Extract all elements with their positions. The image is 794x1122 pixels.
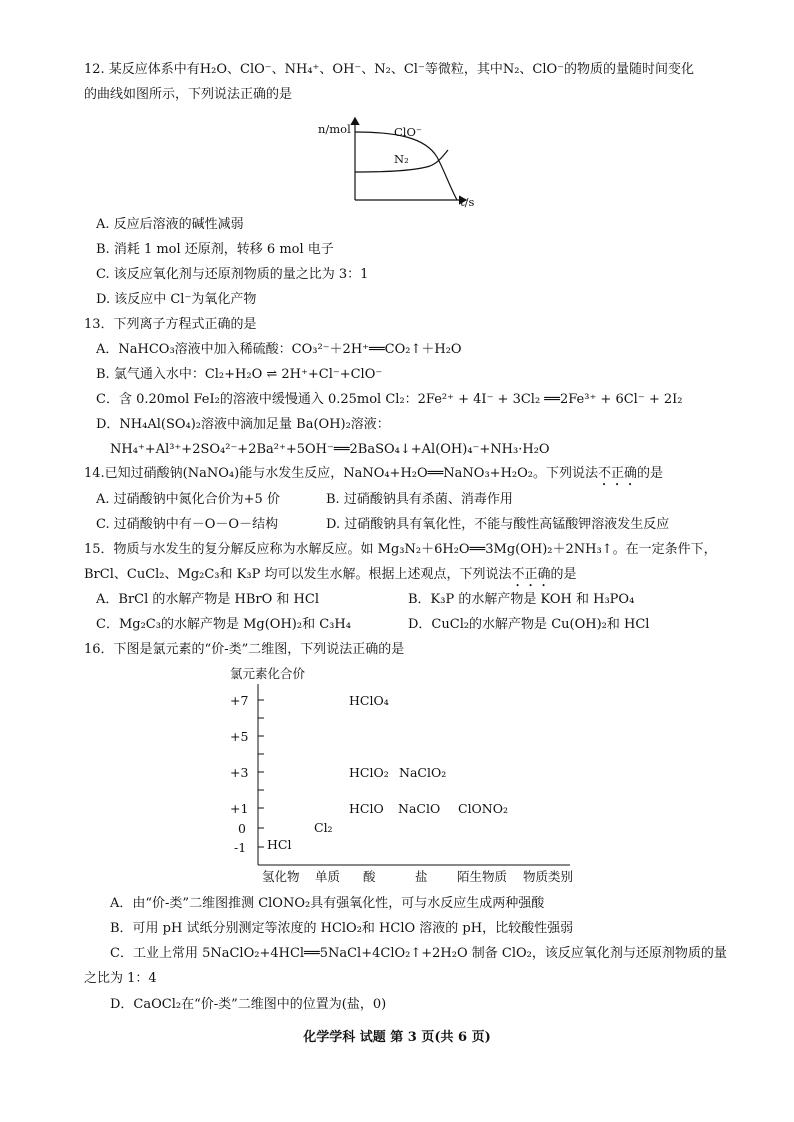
vc-x-axis-title: 物质类别	[523, 869, 574, 884]
vc-x-cat-unfamiliar: 陌生物质	[457, 869, 508, 884]
vc-point-naclo: NaClO	[398, 801, 441, 816]
q12-y-label: n/mol	[318, 122, 351, 136]
q16-stem: 16．下图是氯元素的“价-类”二维图，下列说法正确的是	[84, 642, 405, 657]
q14-option-c: C. 过硝酸钠中有－O－O－结构	[96, 517, 279, 532]
q15-stem-post: 的是	[550, 567, 577, 582]
vc-y-tick-minus1: -1	[234, 840, 247, 855]
q15-stem-line2	[84, 566, 576, 590]
q15-stem-line1: 15．物质与水发生的复分解反应称为水解反应。如 Mg₃N₂＋6H₂O══3Mg(OH)₂＋2NH₃↑。在一定条件下，	[84, 542, 717, 557]
q15-option-b: B．K₃P 的水解产物是 KOH 和 H₃PO₄	[408, 592, 635, 607]
vc-tick-marks	[258, 700, 264, 847]
q14-stem-emphasis: 不正确	[598, 466, 638, 481]
q12-stem-line1: 12. 某反应体系中有H₂O、ClO⁻、NH₄⁺、OH⁻、N₂、Cl⁻等微粒，其中N₂、ClO⁻的物质的量随时间变化	[84, 62, 695, 77]
vc-x-cat-element: 单质	[315, 869, 341, 884]
q15-option-d: D．CuCl₂的水解产物是 Cu(OH)₂和 HCl	[408, 617, 650, 632]
q14-stem	[84, 465, 663, 489]
q16-option-c-continued: 之比为 1：4	[84, 971, 157, 986]
q16-option-d: D．CaOCl₂在“价-类”二维图中的位置为(盐，0)	[110, 997, 387, 1012]
vc-x-cat-acid: 酸	[363, 869, 376, 884]
q13-option-b: B. 氯气通入水中：Cl₂+H₂O ⇌ 2H⁺+Cl⁻+ClO⁻	[96, 367, 383, 382]
q13-option-c: C．含 0.20mol FeI₂的溶液中缓慢通入 0.25mol Cl₂：2Fe²⁺ + 4I⁻ + 3Cl₂ ══2Fe³⁺ + 6Cl⁻ + 2I₂	[96, 392, 683, 407]
q13-option-d-equation: NH₄⁺+Al³⁺+2SO₄²⁻+2Ba²⁺+5OH⁻══2BaSO₄↓+Al(OH)₄⁻+NH₃·H₂O	[110, 442, 550, 457]
q12-x-label: t/s	[460, 195, 475, 209]
q13-stem: 13．下列离子方程式正确的是	[84, 317, 257, 332]
vc-y-title: 氯元素化合价	[230, 666, 306, 681]
q16-option-a: A．由“价-类”二维图推测 ClONO₂具有强氧化性，可与水反应生成两种强酸	[110, 896, 545, 911]
q14-option-d: D. 过硝酸钠具有氧化性，不能与酸性高锰酸钾溶液发生反应	[326, 517, 670, 532]
vc-point-naclo2: NaClO₂	[399, 765, 447, 780]
q15-stem-emphasis: 不正确	[511, 567, 551, 582]
vc-point-hclo: HClO	[349, 801, 384, 816]
q13-option-d: D．NH₄Al(SO₄)₂溶液中滴加足量 Ba(OH)₂溶液：	[96, 417, 390, 432]
q12-option-c: C. 该反应氧化剂与还原剂物质的量之比为 3：1	[96, 267, 369, 282]
q12-option-a: A. 反应后溶液的碱性减弱	[96, 217, 244, 232]
vc-point-clono2: ClONO₂	[458, 801, 509, 816]
vc-point-cl2: Cl₂	[314, 820, 333, 835]
q14-option-b: B. 过硝酸钠具有杀菌、消毒作用	[326, 492, 513, 507]
q15-stem-pre: BrCl、CuCl₂、Mg₂C₃和 K₃P 均可以发生水解。根据上述观点，下列说法	[84, 567, 512, 582]
q12-n2-label: N₂	[394, 152, 409, 166]
q14-stem-pre: 14.已知过硝酸钠(NaNO₄)能与水发生反应，NaNO₄+H₂O══NaNO₃+H₂O₂。下列说法	[84, 466, 598, 481]
q12-option-d: D. 该反应中 Cl⁻为氧化产物	[96, 292, 257, 307]
q15-option-c: C．Mg₂C₃的水解产物是 Mg(OH)₂和 C₃H₄	[96, 617, 351, 632]
valence-class-chart	[220, 660, 590, 890]
q16-option-c: C．工业上常用 5NaClO₂+4HCl══5NaCl+4ClO₂↑+2H₂O 制备 ClO₂，该反应氧化剂与还原剂物质的量	[110, 946, 727, 961]
vc-point-hclo4: HClO₄	[349, 693, 389, 708]
q16-option-b: B．可用 pH 试纸分别测定等浓度的 HClO₂和 HClO 溶液的 pH，比较酸性强弱	[110, 921, 574, 936]
q13-option-a: A．NaHCO₃溶液中加入稀硫酸：CO₃²⁻＋2H⁺══CO₂↑＋H₂O	[96, 342, 462, 357]
q12-clo-curve	[355, 132, 457, 200]
vc-x-cat-salt: 盐	[415, 869, 428, 884]
vc-y-tick-plus5: +5	[230, 729, 249, 744]
q12-graph	[300, 112, 490, 212]
vc-y-tick-plus3: +3	[230, 765, 249, 780]
q15-option-a: A．BrCl 的水解产物是 HBrO 和 HCl	[96, 592, 319, 607]
vc-point-hclo2: HClO₂	[349, 765, 389, 780]
page-footer: 化学学科 试题 第 3 页(共 6 页)	[303, 1030, 491, 1045]
vc-y-tick-plus1: +1	[230, 801, 249, 816]
q12-clo-label: ClO⁻	[394, 125, 422, 139]
q14-stem-post: 的是	[637, 466, 664, 481]
q12-option-b: B. 消耗 1 mol 还原剂，转移 6 mol 电子	[96, 242, 334, 257]
vc-point-hcl: HCl	[267, 837, 292, 852]
vc-y-tick-zero: 0	[238, 821, 246, 836]
q12-stem-line2: 的曲线如图所示，下列说法正确的是	[84, 87, 293, 102]
q14-option-a: A. 过硝酸钠中氮化合价为+5 价	[96, 492, 280, 507]
vc-y-tick-plus7: +7	[230, 693, 249, 708]
vc-x-cat-hydride: 氢化物	[262, 869, 300, 884]
